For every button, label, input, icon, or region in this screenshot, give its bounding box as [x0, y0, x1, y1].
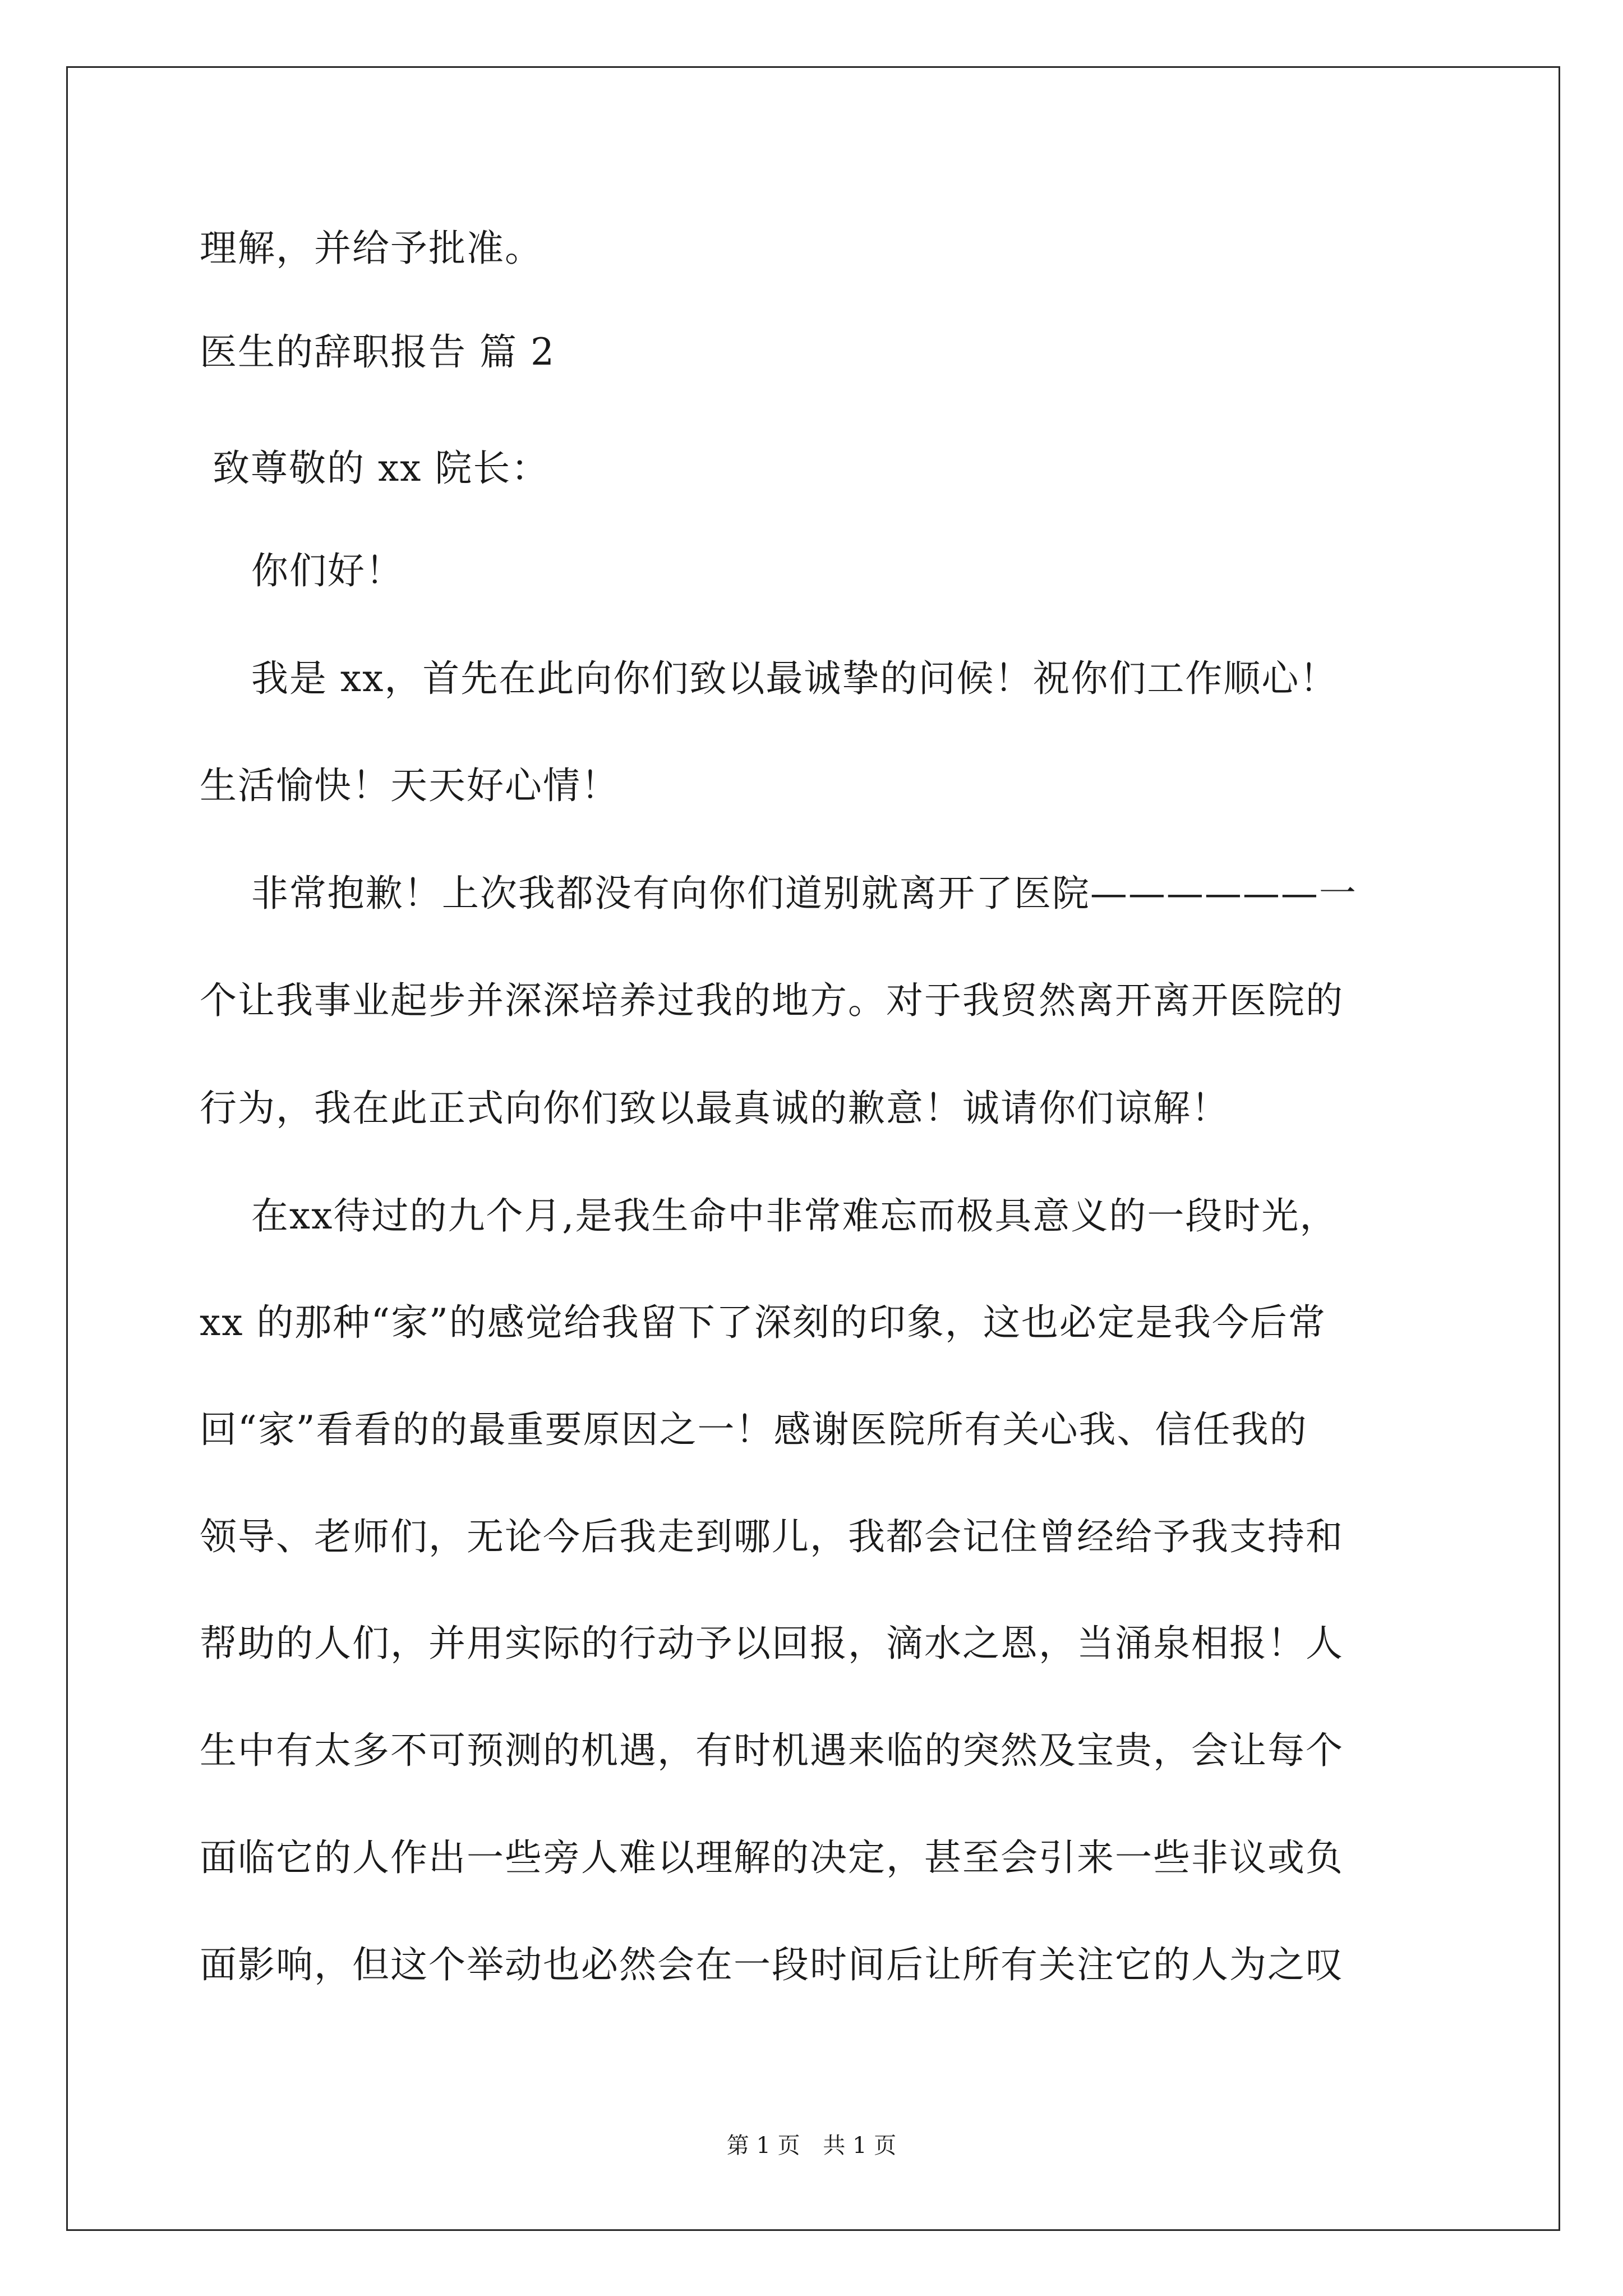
- section-heading: 医生的辞职报告 篇 2: [200, 330, 555, 374]
- text-line-6: 生活愉快！天天好心情！: [200, 764, 619, 807]
- text-line-1: 理解，并给予批准。: [200, 227, 543, 270]
- greeting: 你们好！: [200, 549, 404, 592]
- text-line-14: 帮助的人们，并用实际的行动予以回报，滴水之恩，当涌泉相报！人: [200, 1622, 1344, 1665]
- text-line-11: xx 的那种“家”的感觉给我留下了深刻的印象，这也必定是我今后常: [200, 1301, 1326, 1344]
- text-line-8: 个让我事业起步并深深培养过我的地方。对于我贸然离开离开医院的: [200, 979, 1344, 1022]
- text-line-16: 面临它的人作出一些旁人难以理解的决定，甚至会引来一些非议或负: [200, 1836, 1344, 1879]
- salutation: 致尊敬的 xx 院长：: [200, 447, 550, 490]
- text-line-9: 行为，我在此正式向你们致以最真诚的歉意！诚请你们谅解！: [200, 1087, 1229, 1130]
- text-line-5: 我是 xx，首先在此向你们致以最诚挚的问候！祝你们工作顺心！: [200, 657, 1338, 700]
- text-line-10: 在xx待过的九个月,是我生命中非常难忘而极具意义的一段时光，: [200, 1194, 1338, 1237]
- text-line-7: 非常抱歉！上次我都没有向你们道别就离开了医院——————一: [200, 872, 1357, 915]
- text-line-15: 生中有太多不可预测的机遇，有时机遇来临的突然及宝贵，会让每个: [200, 1729, 1344, 1772]
- page-footer: [0, 2132, 1623, 2160]
- text-line-17: 面影响，但这个举动也必然会在一段时间后让所有关注它的人为之叹: [200, 1943, 1344, 1986]
- page-border: [66, 66, 1560, 2231]
- text-line-12: 回“家”看看的的最重要原因之一！感谢医院所有关心我、信任我的: [200, 1408, 1308, 1451]
- page-total: 共 1 页: [823, 2133, 897, 2159]
- page-number: 第 1 页: [726, 2133, 800, 2159]
- text-line-13: 领导、老师们，无论今后我走到哪儿，我都会记住曾经给予我支持和: [200, 1515, 1344, 1558]
